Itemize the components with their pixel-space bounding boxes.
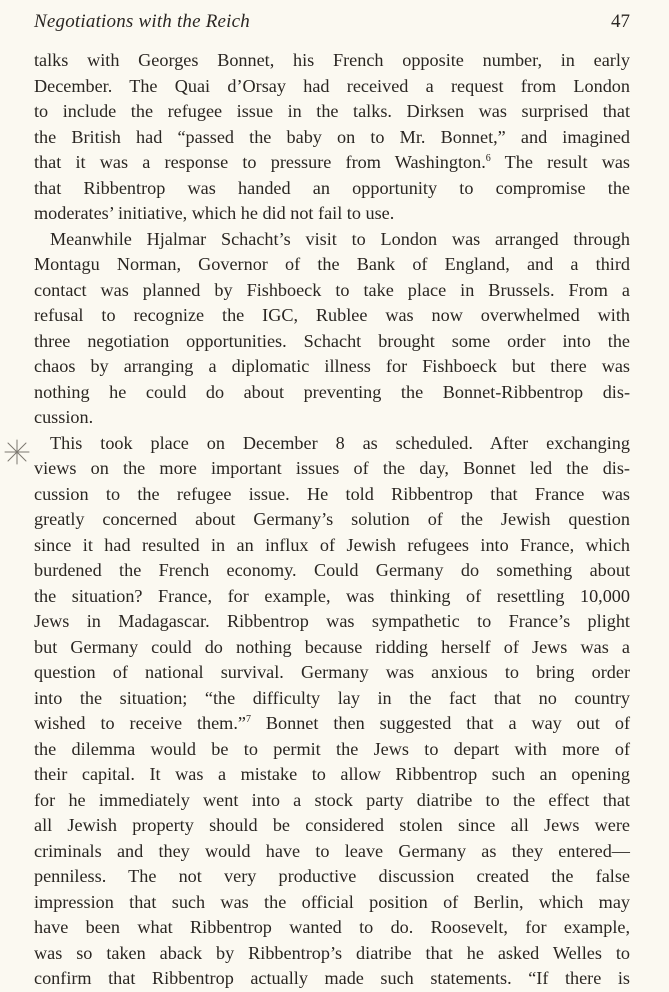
running-head: Negotiations with the Reich <box>34 11 250 32</box>
margin-asterisk-mark <box>2 437 32 467</box>
text-line: greatly concerned about Germany’s solution of the Jewish question <box>34 509 630 529</box>
text-line: Montagu Norman, Governor of the Bank of England, and a third <box>34 254 630 274</box>
paragraph <box>34 431 630 992</box>
text-line: have been what Ribbentrop wanted to do. Roosevelt, for example, <box>34 917 630 937</box>
text-line <box>34 150 630 176</box>
text-line: nothing he could do about preventing the Bonnet-Ribbentrop dis- <box>34 381 630 402</box>
text-fragment: that it was a response to pressure from Washington. <box>34 152 486 172</box>
text-line: impression that such was the official position of Berlin, which may <box>34 891 630 912</box>
text-line: three negotiation opportunities. Schacht brought some order into the <box>34 330 630 351</box>
text-fragment: The result was <box>490 152 630 172</box>
text-line: into the situation; “the difficulty lay in the fact that no country <box>34 687 630 708</box>
text-fragment: Bonnet then suggested that a way out of <box>250 713 631 733</box>
text-line: to include the refugee issue in the talks. Dirksen was surprised that <box>34 101 630 121</box>
text-line: the situation? France, for example, was thinking of resettling 10,000 <box>34 585 630 606</box>
text-line: the dilemma would be to permit the Jews to depart with more of <box>34 738 630 759</box>
text-line: all Jewish property should be considered stolen since all Jews were <box>34 815 630 835</box>
paragraph <box>34 227 630 431</box>
text-line: talks with Georges Bonnet, his French opposite number, in early <box>34 50 630 70</box>
text-line: penniless. The not very productive discussion created the false <box>34 866 630 886</box>
text-line: that Ribbentrop was handed an opportunity to compromise the <box>34 177 630 198</box>
text-line: Jews in Madagascar. Ribbentrop was sympathetic to France’s plight <box>34 611 630 631</box>
text-line: cussion to the refugee issue. He told Ribbentrop that France was <box>34 483 630 504</box>
footnote-marker: 6 <box>485 153 491 164</box>
text-line: their capital. It was a mistake to allow Ribbentrop such an opening <box>34 764 630 784</box>
text-line: was so taken aback by Ribbentrop’s diatribe that he asked Welles to <box>34 942 630 963</box>
text-line: but Germany could do nothing because ridding herself of Jews was a <box>34 636 630 657</box>
text-line: question of national survival. Germany was anxious to bring order <box>34 662 630 682</box>
text-fragment: wished to receive them.” <box>34 713 246 733</box>
text-line: Meanwhile Hjalmar Schacht’s visit to London was arranged through <box>50 228 630 249</box>
text-line: views on the more important issues of the day, Bonnet led the dis- <box>34 458 630 478</box>
text-line: confirm that Ribbentrop actually made such statements. “If there is <box>34 968 630 988</box>
text-line: This took place on December 8 as scheduled. After exchanging <box>50 432 630 453</box>
text-line: criminals and they would have to leave Germany as they entered— <box>34 840 630 861</box>
text-line: moderates’ initiative, which he did not fail to use. <box>34 203 395 223</box>
page-header <box>34 11 630 37</box>
text-line: contact was planned by Fishboeck to take place in Brussels. From a <box>34 279 630 300</box>
text-line: burdened the French economy. Could Germany do something about <box>34 560 630 580</box>
page-number: 47 <box>611 11 630 32</box>
text-line: the British had “passed the baby on to Mr. Bonnet,” and imagined <box>34 126 630 147</box>
body-text <box>34 48 630 992</box>
footnote-marker: 7 <box>245 714 251 725</box>
text-line: December. The Quai d’Orsay had received a request from London <box>34 75 630 96</box>
paragraph <box>34 48 630 227</box>
text-line: refusal to recognize the IGC, Rublee was now overwhelmed with <box>34 305 630 325</box>
text-line: for he immediately went into a stock party diatribe to the effect that <box>34 789 630 810</box>
text-line: cussion. <box>34 407 94 427</box>
text-line: chaos by arranging a diplomatic illness for Fishboeck but there was <box>34 356 630 376</box>
text-line <box>34 711 630 737</box>
text-line: since it had resulted in an influx of Jewish refugees into France, which <box>34 534 630 555</box>
